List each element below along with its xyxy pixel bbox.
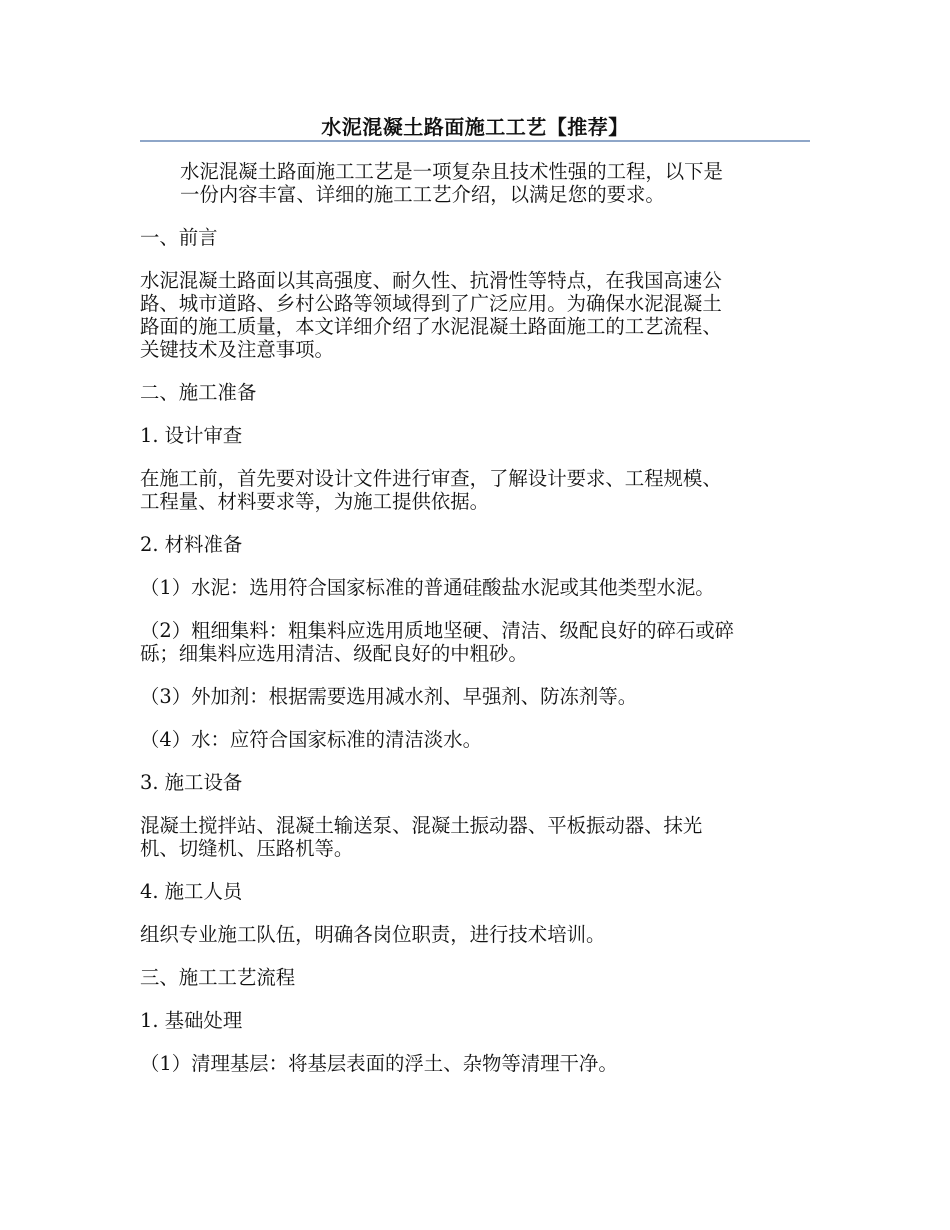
paragraph-p2-1 (140, 467, 808, 513)
paragraph-line: 1. 设计审查 (140, 424, 243, 447)
paragraph-line: （1）水泥：选用符合国家标准的普通硅酸盐水泥或其他类型水泥。 (140, 576, 715, 599)
paragraph-line: 在施工前，首先要对设计文件进行审查，了解设计要求、工程规模、 (140, 467, 722, 490)
paragraph-h2-2 (140, 533, 808, 556)
paragraph-line: 4. 施工人员 (140, 880, 243, 903)
paragraph-h3 (140, 966, 808, 989)
paragraph-line: （2）粗细集料：粗集料应选用质地坚硬、清洁、级配良好的碎石或碎 (140, 619, 735, 642)
paragraph-line: 关键技术及注意事项。 (140, 338, 334, 361)
paragraph-line: 水泥混凝土路面以其高强度、耐久性、抗滑性等特点，在我国高速公 (140, 269, 722, 292)
paragraph-line: 路面的施工质量，本文详细介绍了水泥混凝土路面施工的工艺流程、 (140, 315, 722, 338)
paragraph-p1 (140, 269, 808, 361)
paragraph-p3-1-1 (140, 1052, 808, 1075)
paragraph-line: （4）水：应符合国家标准的清洁淡水。 (140, 728, 482, 751)
paragraph-line: 三、施工工艺流程 (140, 966, 296, 989)
document-title: 水泥混凝土路面施工工艺【推荐】 (321, 115, 629, 139)
paragraph-p2-3 (140, 814, 808, 860)
paragraph-p2-2-2 (140, 619, 808, 665)
paragraph-h2-4 (140, 880, 808, 903)
paragraph-line: 工程量、材料要求等，为施工提供依据。 (140, 490, 490, 513)
paragraph-line: 砾；细集料应选用清洁、级配良好的中粗砂。 (140, 642, 528, 665)
paragraph-line: 混凝土搅拌站、混凝土输送泵、混凝土振动器、平板振动器、抹光 (140, 814, 703, 837)
paragraph-h2 (140, 381, 808, 404)
paragraph-p2-4 (140, 923, 808, 946)
paragraph-line: 3. 施工设备 (140, 771, 243, 794)
paragraph-h2-1 (140, 424, 808, 447)
paragraph-line: 1. 基础处理 (140, 1009, 243, 1032)
paragraph-intro (140, 160, 808, 206)
paragraph-h3-1 (140, 1009, 808, 1032)
paragraph-line: 机、切缝机、压路机等。 (140, 837, 354, 860)
title-underline (140, 140, 810, 142)
paragraph-line: 一、前言 (140, 226, 218, 249)
paragraph-line: 一份内容丰富、详细的施工工艺介绍，以满足您的要求。 (180, 183, 665, 206)
paragraph-line: 组织专业施工队伍，明确各岗位职责，进行技术培训。 (140, 923, 606, 946)
paragraph-h2-3 (140, 771, 808, 794)
paragraph-line: 水泥混凝土路面施工工艺是一项复杂且技术性强的工程，以下是 (180, 160, 723, 183)
paragraph-h1 (140, 226, 808, 249)
paragraph-line: 路、城市道路、乡村公路等领域得到了广泛应用。为确保水泥混凝土 (140, 292, 722, 315)
paragraph-p2-2-1 (140, 576, 808, 599)
paragraph-p2-2-3 (140, 685, 808, 708)
paragraph-line: 2. 材料准备 (140, 533, 243, 556)
paragraph-p2-2-4 (140, 728, 808, 751)
paragraph-line: （1）清理基层：将基层表面的浮土、杂物等清理干净。 (140, 1052, 618, 1075)
paragraph-line: （3）外加剂：根据需要选用减水剂、早强剂、防冻剂等。 (140, 685, 638, 708)
paragraph-line: 二、施工准备 (140, 381, 257, 404)
document-body (140, 160, 808, 1095)
